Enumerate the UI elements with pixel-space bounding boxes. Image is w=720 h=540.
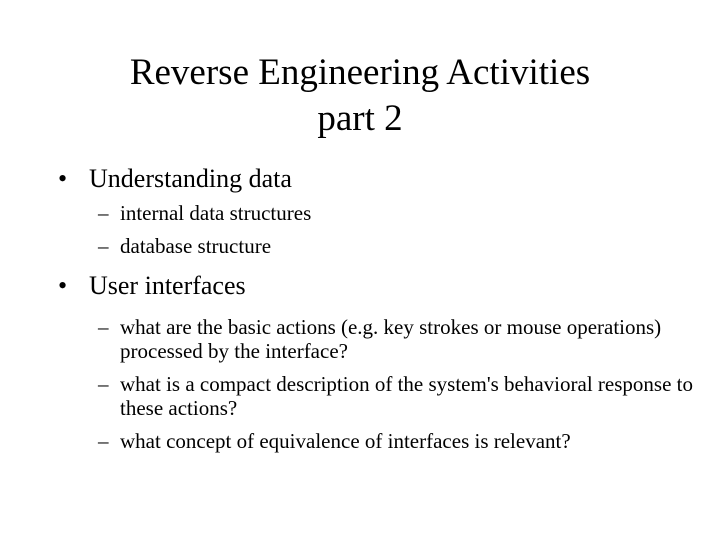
sub-item-text: what are the basic actions (e.g. key strokes or mouse operations) processed by the interface? bbox=[120, 315, 662, 363]
sub-list bbox=[98, 315, 698, 453]
sub-marker: – bbox=[98, 201, 109, 225]
sub-item bbox=[98, 315, 698, 363]
sub-item-text: database structure bbox=[120, 234, 272, 258]
bullet-marker: • bbox=[58, 164, 68, 193]
sub-marker: – bbox=[98, 429, 109, 453]
bullet-group-user-interfaces bbox=[58, 267, 698, 453]
sub-item bbox=[98, 372, 698, 420]
bullet-marker: • bbox=[58, 271, 68, 300]
slide-body bbox=[58, 160, 698, 462]
sub-marker: – bbox=[98, 315, 109, 339]
bullet-text: Understanding data bbox=[89, 164, 292, 193]
bullet-text: User interfaces bbox=[89, 271, 246, 300]
bullet-item bbox=[58, 267, 698, 305]
sub-item-text: what concept of equivalence of interfaces is relevant? bbox=[120, 429, 571, 453]
bullet-item bbox=[58, 160, 698, 198]
sub-marker: – bbox=[98, 372, 109, 396]
sub-item bbox=[98, 234, 698, 258]
sub-list bbox=[98, 201, 698, 258]
sub-item bbox=[98, 201, 698, 225]
sub-item-text: what is a compact description of the system's behavioral response to these actions? bbox=[120, 372, 693, 420]
slide-title bbox=[0, 50, 720, 142]
title-line-2: part 2 bbox=[317, 98, 403, 139]
sub-marker: – bbox=[98, 234, 109, 258]
sub-item-text: internal data structures bbox=[120, 201, 312, 225]
sub-item bbox=[98, 429, 698, 453]
title-line-1: Reverse Engineering Activities bbox=[129, 52, 591, 93]
bullet-group-understanding-data bbox=[58, 160, 698, 258]
